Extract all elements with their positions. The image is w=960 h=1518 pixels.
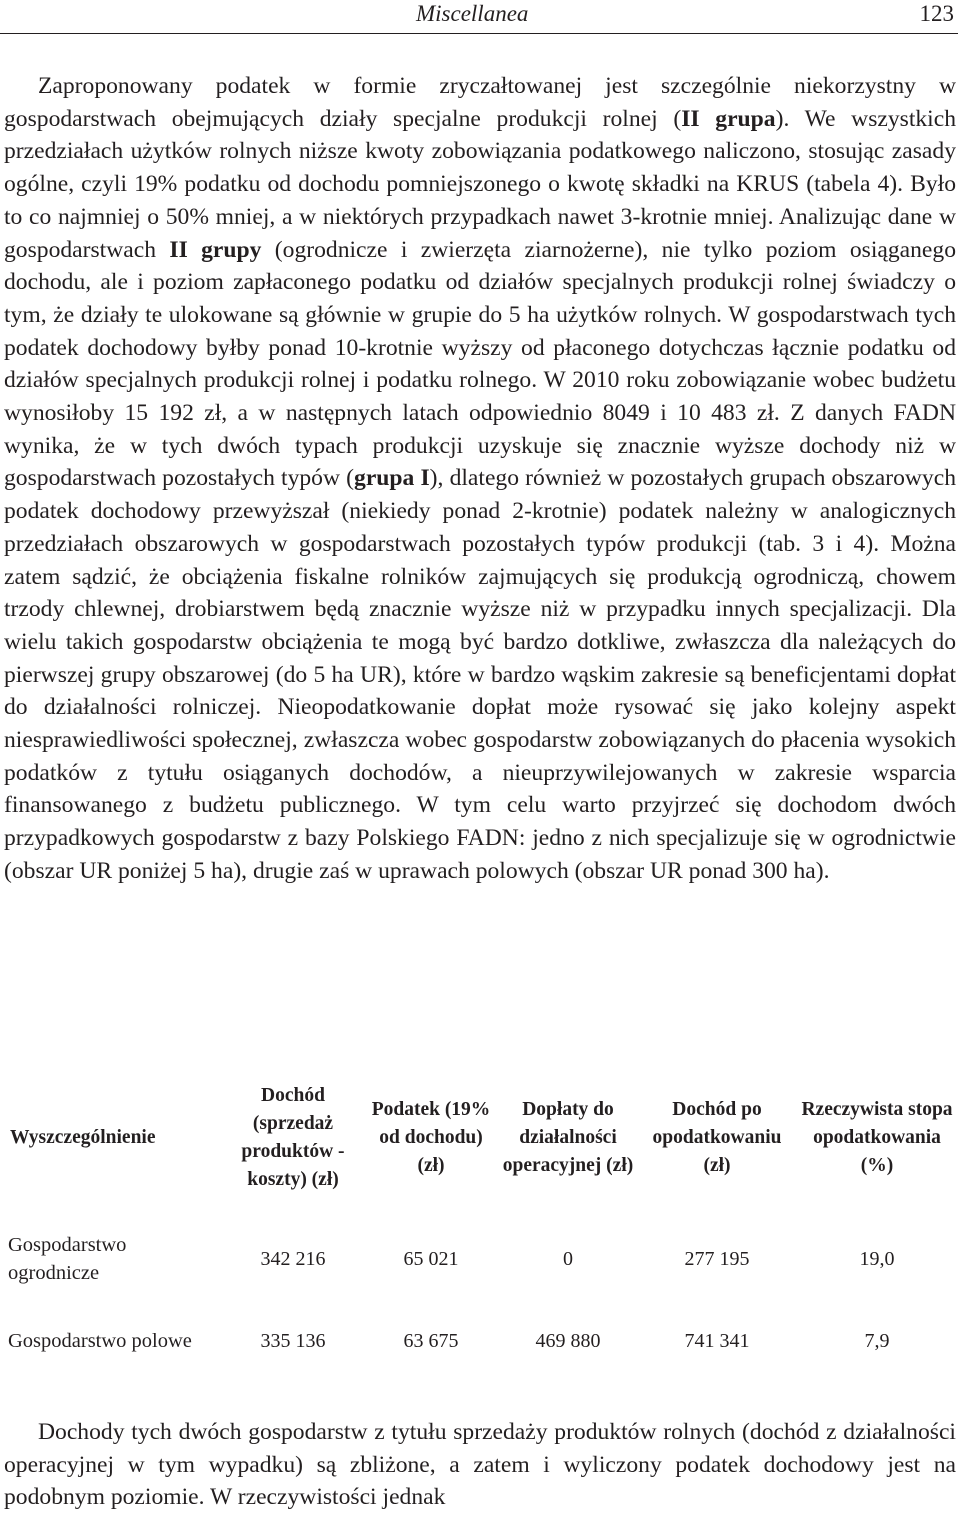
paragraph-text-segment: (ogrodnicze i zwierzęta ziarnożerne), nie tylko poziom osiąganego dochodu, ale i poziom zapłaconego podatku od działów specjalnych produkcji rolnej świadczy o tym, że działy te ulokowane są głównie w grupie do 5 ha użytków rolnych. W gospodarstwach tych podatek dochodowy byłby ponad 10-krotnie wyższy od płaconego dotychczas łącznie podatku od działów specjalnych produkcji rolnej i podatku rolnego. W 2010 roku zobowiązanie wobec budżetu wynosiłoby 15 192 zł, a w następnych latach odpowiednio 8049 i 10 483 zł. Z danych FADN wynika, że w tych dwóch typach produkcji uzyskuje się znacznie wyższe dochody niż w gospodarstwach pozostałych typów ( xyxy=(4,236,956,492)
table-row xyxy=(0,1300,958,1382)
column-header: Dochód po opodatkowaniu (zł) xyxy=(652,1099,782,1176)
table-row xyxy=(0,1208,958,1300)
bold-term: II grupy xyxy=(169,236,262,263)
column-header: Dochód (sprzedaż produktów - koszty) (zł) xyxy=(241,1085,345,1190)
running-header xyxy=(0,0,958,34)
row-label: Gospodarstwo polowe xyxy=(8,1330,192,1352)
rate-cell: 7,9 xyxy=(864,1330,890,1352)
bold-term: II grupa xyxy=(681,105,776,132)
comparison-table xyxy=(0,1068,958,1382)
rate-cell: 19,0 xyxy=(859,1248,895,1270)
paragraph-text-segment: Zaproponowany podatek w formie zryczałtowanej jest szczególnie niekorzystny w gospodarstwach obejmujących działy specjalne produkcji rolnej ( xyxy=(4,73,956,132)
paragraph-closing: Dochody tych dwóch gospodarstw z tytułu sprzedaży produktów rolnych (dochód z działalności operacyjnej w tym wypadku) są zbliżone, a zatem i wyliczony podatek dochodowy jest na podobnym poziomie. W rzeczywistości jednak xyxy=(4,1419,956,1511)
running-header-title: Miscellanea xyxy=(416,1,529,26)
bold-term: grupa I xyxy=(354,465,430,492)
subsidies-cell: 0 xyxy=(563,1248,573,1270)
tax-cell: 65 021 xyxy=(403,1248,459,1270)
table-header-row xyxy=(0,1068,958,1208)
column-header: Wyszczególnienie xyxy=(10,1127,156,1148)
closing-text xyxy=(4,1416,956,1514)
after-tax-cell: 277 195 xyxy=(684,1248,750,1270)
column-header: Dopłaty do działalności operacyjnej (zł) xyxy=(502,1099,634,1176)
page-number: 123 xyxy=(919,1,954,26)
column-header: Podatek (19% od dochodu) (zł) xyxy=(371,1099,491,1176)
column-header: Rzeczywista stopa opodatkowania (%) xyxy=(801,1099,953,1176)
row-label: Gospodarstwo ogrodnicze xyxy=(8,1234,127,1284)
paragraph-analysis xyxy=(4,70,956,888)
income-cell: 342 216 xyxy=(260,1248,326,1270)
paragraph-text-segment: ). We wszystkich przedziałach użytków rolnych niższe kwoty zobowiązania podatkowego naliczono, stosując zasady ogólne, czyli 19% podatku od dochodu pomniejszonego o kwotę składki na KRUS (tabela 4). Było to co najmniej o 50% mniej, a w niektórych przypadkach nawet 3-krotnie mniej. Analizując dane w gospodarstwach xyxy=(4,105,956,263)
tax-cell: 63 675 xyxy=(403,1330,459,1352)
income-cell: 335 136 xyxy=(260,1330,326,1352)
subsidies-cell: 469 880 xyxy=(535,1330,601,1352)
main-text xyxy=(4,70,956,888)
after-tax-cell: 741 341 xyxy=(684,1330,750,1352)
paragraph-text-segment: ), dlatego również w pozostałych grupach obszarowych podatek dochodowy przewyższał (niekiedy ponad 2-krotnie) podatek należny w analogicznych przedziałach obszarowych w gospodarstwach pozostałych typów produkcji (tab. 3 i 4). Można zatem sądzić, że obciążenia fiskalne rolników zajmujących się produkcją ogrodniczą, chowem trzody chlewnej, drobiarstwem będą znacznie wyższe niż w przypadku innych specjalizacji. Dla wielu takich gospodarstw obciążenia te mogą być bardzo dotkliwe, zwłaszcza dla należących do pierwszej grupy obszarowej (do 5 ha UR), które w bardzo wąskim zakresie są beneficjentami dopłat do działalności rolniczej. Nieopodatkowanie dopłat może rysować się jako kolejny aspekt niesprawiedliwości społecznej, zwłaszcza wobec gospodarstw zobowiązanych do płacenia wysokich podatków z tytułu osiąganych dochodów, a nieuprzywilejowanych w zakresie wsparcia finansowanego z budżetu publicznego. W tym celu warto przyjrzeć się dochodom dwóch przypadkowych gospodarstw z bazy Polskiego FADN: jedno z nich specjalizuje się w ogrodnictwie (obszar UR poniżej 5 ha), drugie zaś w uprawach polowych (obszar UR ponad 300 ha). xyxy=(4,465,956,884)
